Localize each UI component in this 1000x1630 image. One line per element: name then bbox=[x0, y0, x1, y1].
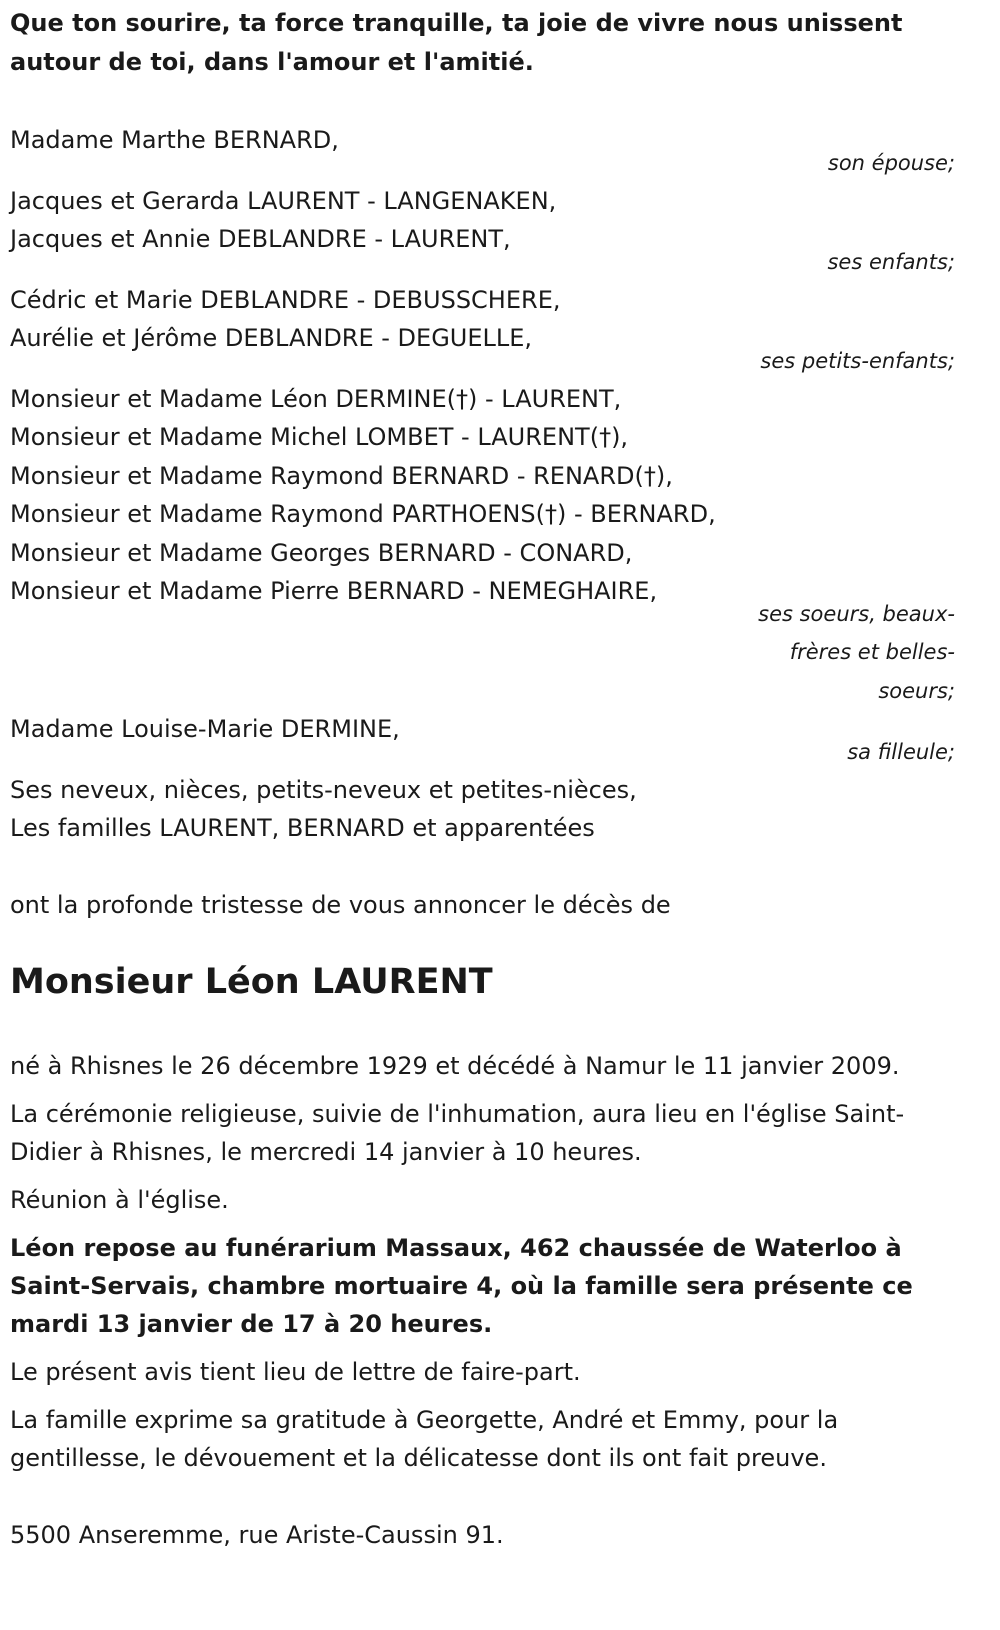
deceased-name: Monsieur Léon LAURENT bbox=[10, 962, 493, 1002]
address-line: 5500 Anseremme, rue Ariste-Caussin 91. bbox=[10, 1521, 504, 1549]
children-relation: ses enfants; bbox=[827, 250, 955, 274]
relatives-line: Ses neveux, nièces, petits-neveux et petites-nièces, bbox=[10, 776, 637, 804]
relatives-line: Les familles LAURENT, BERNARD et apparentées bbox=[10, 814, 595, 842]
child-name: Jacques et Annie DEBLANDRE - LAURENT, bbox=[10, 225, 511, 253]
quote-line: Que ton sourire, ta force tranquille, ta joie de vivre nous unissent bbox=[10, 9, 903, 37]
funerarium-line: Léon repose au funérarium Massaux, 462 chaussée de Waterloo à bbox=[10, 1234, 902, 1262]
grandchild-name: Cédric et Marie DEBLANDRE - DEBUSSCHERE, bbox=[10, 286, 561, 314]
spouse-relation: son épouse; bbox=[827, 151, 955, 175]
notice-line: Le présent avis tient lieu de lettre de faire-part. bbox=[10, 1358, 581, 1386]
quote-line: autour de toi, dans l'amour et l'amitié. bbox=[10, 48, 534, 76]
funerarium-line: Saint-Servais, chambre mortuaire 4, où la famille sera présente ce bbox=[10, 1272, 913, 1300]
gratitude-line: gentillesse, le dévouement et la délicatesse dont ils ont fait preuve. bbox=[10, 1444, 827, 1472]
birth-death-line: né à Rhisnes le 26 décembre 1929 et décédé à Namur le 11 janvier 2009. bbox=[10, 1052, 900, 1080]
announcement-text: ont la profonde tristesse de vous annoncer le décès de bbox=[10, 891, 671, 919]
gratitude-line: La famille exprime sa gratitude à Georgette, André et Emmy, pour la bbox=[10, 1406, 839, 1434]
ceremony-line: La cérémonie religieuse, suivie de l'inhumation, aura lieu en l'église Saint- bbox=[10, 1100, 905, 1128]
siblings-relation: soeurs; bbox=[878, 679, 955, 703]
sibling-name: Monsieur et Madame Michel LOMBET - LAURENT(†), bbox=[10, 423, 629, 451]
ceremony-line: Didier à Rhisnes, le mercredi 14 janvier à 10 heures. bbox=[10, 1138, 642, 1166]
sibling-name: Monsieur et Madame Georges BERNARD - CONARD, bbox=[10, 539, 633, 567]
meeting-line: Réunion à l'église. bbox=[10, 1186, 229, 1214]
siblings-relation: ses soeurs, beaux- bbox=[758, 602, 955, 626]
siblings-relation: frères et belles- bbox=[789, 640, 955, 664]
grandchild-name: Aurélie et Jérôme DEBLANDRE - DEGUELLE, bbox=[10, 324, 533, 352]
goddaughter-relation: sa filleule; bbox=[847, 740, 955, 764]
sibling-name: Monsieur et Madame Pierre BERNARD - NEMEGHAIRE, bbox=[10, 577, 658, 605]
sibling-name: Monsieur et Madame Léon DERMINE(†) - LAURENT, bbox=[10, 385, 622, 413]
goddaughter-name: Madame Louise-Marie DERMINE, bbox=[10, 715, 400, 743]
sibling-name: Monsieur et Madame Raymond PARTHOENS(†) - BERNARD, bbox=[10, 500, 716, 528]
grandchildren-relation: ses petits-enfants; bbox=[760, 349, 955, 373]
funerarium-line: mardi 13 janvier de 17 à 20 heures. bbox=[10, 1310, 493, 1338]
child-name: Jacques et Gerarda LAURENT - LANGENAKEN, bbox=[10, 187, 557, 215]
sibling-name: Monsieur et Madame Raymond BERNARD - RENARD(†), bbox=[10, 462, 673, 490]
spouse-name: Madame Marthe BERNARD, bbox=[10, 126, 339, 154]
